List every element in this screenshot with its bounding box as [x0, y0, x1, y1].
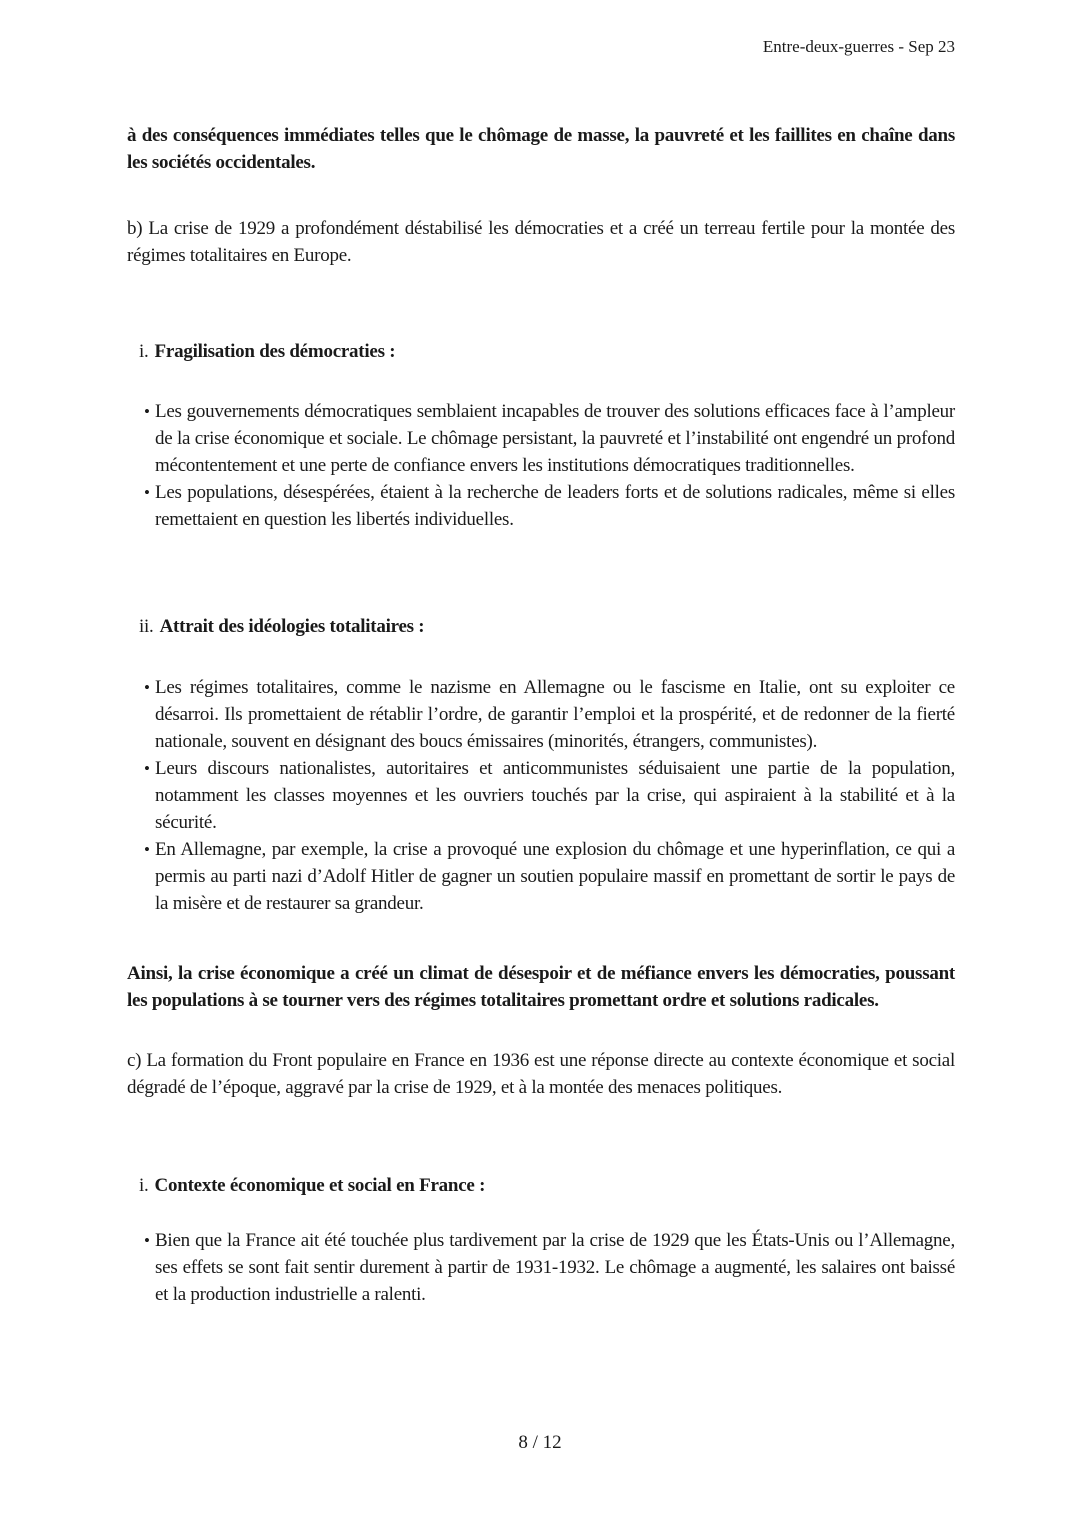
bullet-text: Bien que la France ait été touchée plus tardivement par la crise de 1929 que les États-Unis ou l’Allemagne, ses effets se sont fait sentir durement à partir de 1931-1932. Le chômage a augmenté, les salaires ont baissé et la production industrielle a ralenti. [155, 1230, 955, 1305]
heading-title: Fragilisation des démocraties : [154, 341, 396, 362]
bullet-text: Les gouvernements démocratiques semblaient incapables de trouver des solutions efficaces face à l’ampleur de la crise économique et sociale. Le chômage persistant, la pauvreté et l’instabilité ont engendré un profond mécontentement et une perte de confiance envers les institutions démocratiques traditionnelles. [155, 401, 955, 476]
heading-title: Contexte économique et social en France : [154, 1175, 486, 1196]
paragraph-intro: à des conséquences immédiates telles que le chômage de masse, la pauvreté et les faillites en chaîne dans les sociétés occidentales. [127, 125, 955, 173]
list-item [127, 836, 955, 917]
bullet-icon: • [144, 402, 150, 421]
list-item [127, 674, 955, 755]
paragraph-b: b) La crise de 1929 a profondément déstabilisé les démocraties et a créé un terreau fertile pour la montée des régimes totalitaires en Europe. [127, 218, 955, 266]
section-heading-contexte-france [127, 1172, 955, 1199]
bullet-icon: • [144, 483, 150, 502]
header-course-label: Entre-deux-guerres - Sep 23 [762, 37, 955, 56]
bullet-icon: • [144, 678, 150, 697]
bullet-icon: • [144, 840, 150, 859]
bullet-text: En Allemagne, par exemple, la crise a provoqué une explosion du chômage et une hyperinflation, ce qui a permis au parti nazi d’Adolf Hitler de gagner un soutien populaire massif en promettant de sortir le pays de la misère et de restaurer sa grandeur. [155, 839, 955, 914]
bullet-list-contexte-france [127, 1227, 955, 1308]
bullet-list-fragilisation [127, 398, 955, 533]
section-heading-fragilisation [127, 338, 955, 365]
bullet-icon: • [144, 759, 150, 778]
page-number: 8 / 12 [518, 1432, 562, 1453]
paragraph-conclusion: Ainsi, la crise économique a créé un climat de désespoir et de méfiance envers les démocraties, poussant les populations à se tourner vers des régimes totalitaires promettant ordre et solutions radicales. [127, 963, 955, 1011]
heading-prefix: ii. [139, 616, 154, 637]
section-heading-attrait [127, 613, 955, 640]
list-item [127, 479, 955, 533]
list-item [127, 1227, 955, 1308]
bullet-text: Les régimes totalitaires, comme le nazisme en Allemagne ou le fascisme en Italie, ont su exploiter ce désarroi. Ils promettaient de rétablir l’ordre, de garantir l’emploi et la prospérité, et de redonner de la fierté nationale, souvent en désignant des boucs émissaires (minorités, étrangers, communistes). [155, 677, 955, 752]
heading-prefix: i. [139, 341, 149, 362]
bullet-icon: • [144, 1231, 150, 1250]
bullet-text: Leurs discours nationalistes, autoritaires et anticommunistes séduisaient une partie de la population, notamment les classes moyennes et les ouvriers touchés par la crise, qui aspiraient à la stabilité et à la sécurité. [155, 758, 955, 833]
paragraph-c: c) La formation du Front populaire en France en 1936 est une réponse directe au contexte économique et social dégradé de l’époque, aggravé par la crise de 1929, et à la montée des menaces politiques. [127, 1050, 955, 1098]
page-header [127, 36, 955, 58]
bullet-list-attrait [127, 674, 955, 917]
heading-title: Attrait des idéologies totalitaires : [159, 616, 425, 637]
list-item [127, 755, 955, 836]
list-item [127, 398, 955, 479]
bullet-text: Les populations, désespérées, étaient à la recherche de leaders forts et de solutions radicales, même si elles remettaient en question les libertés individuelles. [155, 482, 955, 530]
heading-prefix: i. [139, 1175, 149, 1196]
